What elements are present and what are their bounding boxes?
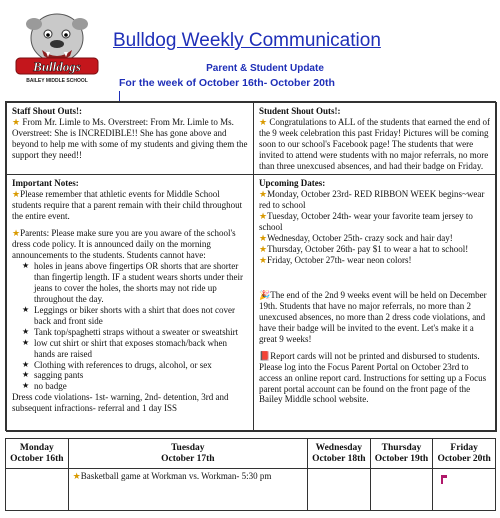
important-notes-heading: Important Notes: <box>12 178 79 188</box>
bulldog-logo <box>12 10 102 86</box>
date-item: Friday, October 27th- wear neon colors! <box>267 254 412 265</box>
logo-wordmark: Bulldogs <box>33 59 81 74</box>
report-cards-note: Report cards will not be printed and disbursed to students. Please log into the Focus Parent Portal on October 23rd to access an online report card. Instructions for setting up a Focus parent portal account can be found on the front page of the Bailey Middle school website. <box>259 350 487 405</box>
flag-icon <box>441 475 443 484</box>
star-icon: ★ <box>259 116 268 127</box>
date-item: Wednesday, October 25th- crazy sock and hair day! <box>267 232 453 243</box>
basketball-icon: ★ <box>72 471 81 481</box>
star-icon: ★ <box>12 188 21 199</box>
report-card-icon: 📕 <box>259 350 271 361</box>
celebration-icon: 🎉 <box>259 289 271 300</box>
nine-weeks-note: The end of the 2nd 9 weeks event will be held on December 19th. Students that have no major referrals, no more than 2 unexcused absences, no more than 2 dress code violations, and have their badge will be invited to the event. Let's make it a great 9 weeks! <box>259 289 487 344</box>
day-friday: Friday October 20th <box>433 439 496 469</box>
athletics-note: Please remember that athletic events for Middle School students require that a parent remain with their child throughout the entire event. <box>12 188 243 221</box>
upcoming-dates <box>253 174 497 432</box>
announcements-grid <box>5 101 496 431</box>
staff-shout-outs <box>6 102 254 175</box>
logo-school-name: BAILEY MIDDLE SCHOOL <box>26 78 88 84</box>
student-shout-outs-text: Congratulations to ALL of the students that earned the end of the 9 week celebration this past Friday! Pictures will be coming soon to our school's Facebook page! The students that were invited to attend were students with no major referrals, no more than three unexcused absences, and had their badge on Friday. <box>259 116 490 171</box>
page-title[interactable]: Bulldog Weekly Communication <box>113 30 381 51</box>
student-shout-outs <box>253 102 497 175</box>
list-item: ★ Leggings or biker shorts with a shirt that does not cover back and front side <box>22 305 248 327</box>
day-wednesday: Wednesday October 18th <box>308 439 371 469</box>
star-icon: ★ <box>259 188 268 199</box>
date-item: Thursday, October 26th- pay $1 to wear a hat to school! <box>267 243 469 254</box>
list-item: ★ low cut shirt or shirt that exposes stomach/back when hands are raised <box>22 338 248 360</box>
text-cursor <box>119 91 120 101</box>
thursday-events <box>370 469 433 511</box>
friday-events <box>433 469 496 511</box>
student-shout-outs-heading: Student Shout Outs!: <box>259 106 341 116</box>
star-icon: ★ <box>12 116 21 127</box>
star-icon: ★ <box>259 243 268 254</box>
star-icon: ★ <box>259 232 268 243</box>
date-item: Tuesday, October 24th- wear your favorite team jersey to school <box>259 210 473 232</box>
date-item: Monday, October 23rd- RED RIBBON WEEK begins~wear red to school <box>259 188 485 210</box>
day-monday: Monday October 16th <box>6 439 69 469</box>
dress-code-intro: Parents: Please make sure you are you aware of the school's dress code policy. It is announced daily on the morning announcements to the students. Students cannot have: <box>12 227 236 260</box>
star-icon: ★ <box>12 227 21 238</box>
star-icon: ★ <box>259 254 268 265</box>
tuesday-event: Basketball game at Workman vs. Workman- 5:30 pm <box>80 471 272 481</box>
weekly-calendar <box>5 438 496 511</box>
list-item: ★ no badge <box>22 381 248 392</box>
star-icon: ★ <box>259 210 268 221</box>
day-tuesday: Tuesday October 17th <box>68 439 307 469</box>
staff-shout-outs-heading: Staff Shout Outs!: <box>12 106 83 116</box>
monday-events <box>6 469 69 511</box>
tuesday-events <box>68 469 307 511</box>
list-item: ★ sagging pants <box>22 370 248 381</box>
dress-code-list <box>22 261 248 393</box>
list-item: ★ holes in jeans above fingertips OR shorts that are shorter than fingertip length. IF a student wears shorts under their jeans to cover the holes, the shorts may not ride up throughout the day. <box>22 261 248 305</box>
important-notes <box>6 174 254 432</box>
list-item: ★ Clothing with references to drugs, alcohol, or sex <box>22 360 248 371</box>
staff-shout-outs-text: From Mr. Limle to Ms. Overstreet: From Mr. Limle to Ms. Overstreet: She is INCREDIBLE!! She has gone above and beyond to help me with some of my students and giving them the support they need!! <box>12 116 248 160</box>
day-thursday: Thursday October 19th <box>370 439 433 469</box>
week-range: For the week of October 16th- October 20th <box>119 77 335 89</box>
list-item: ★ Tank top/spaghetti straps without a sweater or sweatshirt <box>22 327 248 338</box>
page-subtitle: Parent & Student Update <box>206 63 324 74</box>
upcoming-dates-heading: Upcoming Dates: <box>259 178 326 188</box>
dress-code-violations: Dress code violations- 1st- warning, 2nd- detention, 3rd and subsequent infractions- referral and 1 day ISS <box>12 392 229 414</box>
wednesday-events <box>308 469 371 511</box>
